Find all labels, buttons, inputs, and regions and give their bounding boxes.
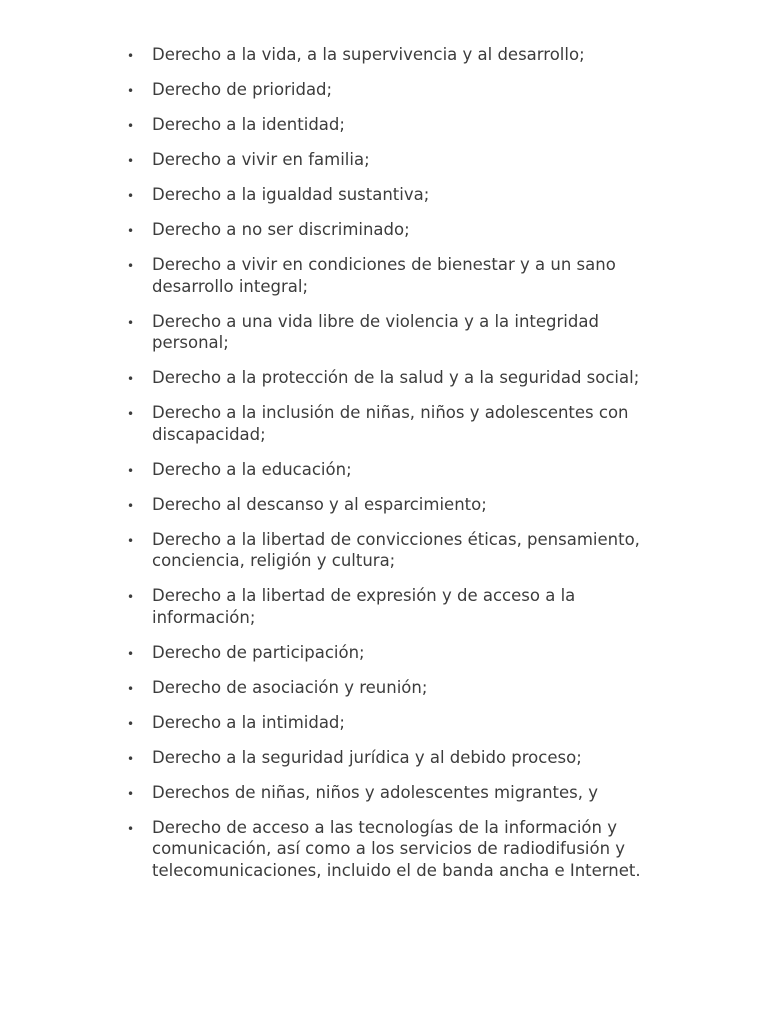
list-item-text: Derechos de niñas, niños y adolescentes migrantes, y (152, 782, 599, 802)
list-item (125, 642, 665, 664)
bullet-icon: • (127, 751, 135, 766)
list-item (125, 149, 665, 171)
list-item-text: Derecho a no ser discriminado; (152, 220, 410, 239)
list-item (125, 367, 665, 389)
list-item (125, 459, 665, 481)
list-item (125, 219, 665, 241)
list-item-text: Derecho de asociación y reunión; (152, 677, 428, 697)
list-item (125, 402, 665, 445)
bullet-icon: • (127, 821, 135, 836)
bullet-icon: • (127, 681, 135, 696)
bullet-icon: • (127, 154, 135, 168)
list-item-text: Derecho de acceso a las tecnologías de la información y comunicación, así como a los servicios de radiodifusión y telecomunicaciones, incluido el de banda ancha e Internet. (152, 817, 641, 880)
list-item-text: Derecho a la intimidad; (152, 712, 345, 732)
rights-list (125, 44, 665, 895)
bullet-icon: • (127, 49, 135, 63)
list-item-text: Derecho a la seguridad jurídica y al debido proceso; (152, 747, 582, 767)
list-item-text: Derecho a la libertad de expresión y de acceso a la información; (152, 586, 576, 627)
list-item (125, 747, 665, 769)
list-item (125, 817, 665, 882)
list-item-text: Derecho a la igualdad sustantiva; (152, 185, 430, 204)
list-item (125, 494, 665, 516)
bullet-icon: • (127, 407, 135, 421)
list-item-text: Derecho a la inclusión de niñas, niños y adolescentes con discapacidad; (152, 403, 629, 444)
list-item-text: Derecho al descanso y al esparcimiento; (152, 494, 487, 514)
list-item-text: Derecho a vivir en familia; (152, 150, 370, 169)
bullet-icon: • (127, 372, 135, 386)
bullet-icon: • (127, 259, 135, 273)
list-item (125, 677, 665, 699)
list-item-text: Derecho a vivir en condiciones de bienestar y a un sano desarrollo integral; (152, 255, 616, 296)
list-item-text: Derecho a la identidad; (152, 115, 345, 134)
bullet-icon: • (127, 189, 135, 203)
list-item-text: Derecho a la vida, a la supervivencia y al desarrollo; (152, 45, 585, 64)
list-item (125, 184, 665, 206)
list-item-text: Derecho de participación; (152, 642, 365, 662)
bullet-icon: • (127, 224, 135, 238)
list-item-text: Derecho a una vida libre de violencia y a la integridad personal; (152, 311, 599, 352)
bullet-icon: • (127, 533, 135, 548)
list-item (125, 114, 665, 136)
bullet-icon: • (127, 463, 135, 478)
bullet-icon: • (127, 498, 135, 513)
list-item-text: Derecho de prioridad; (152, 80, 333, 99)
list-item (125, 79, 665, 101)
list-item (125, 585, 665, 628)
bullet-icon: • (127, 315, 135, 330)
bullet-icon: • (127, 119, 135, 133)
list-item (125, 311, 665, 354)
bullet-icon: • (127, 84, 135, 98)
list-item (125, 254, 665, 297)
list-item (125, 712, 665, 734)
list-item (125, 782, 665, 804)
list-item-text: Derecho a la educación; (152, 459, 352, 479)
list-item-text: Derecho a la protección de la salud y a la seguridad social; (152, 368, 640, 387)
bullet-icon: • (127, 590, 135, 604)
bullet-icon: • (127, 716, 135, 731)
list-item-text: Derecho a la libertad de convicciones éticas, pensamiento, conciencia, religión y cultura; (152, 529, 640, 570)
bullet-icon: • (127, 786, 135, 801)
list-item (125, 44, 665, 66)
bullet-icon: • (127, 646, 135, 661)
list-item (125, 529, 665, 572)
